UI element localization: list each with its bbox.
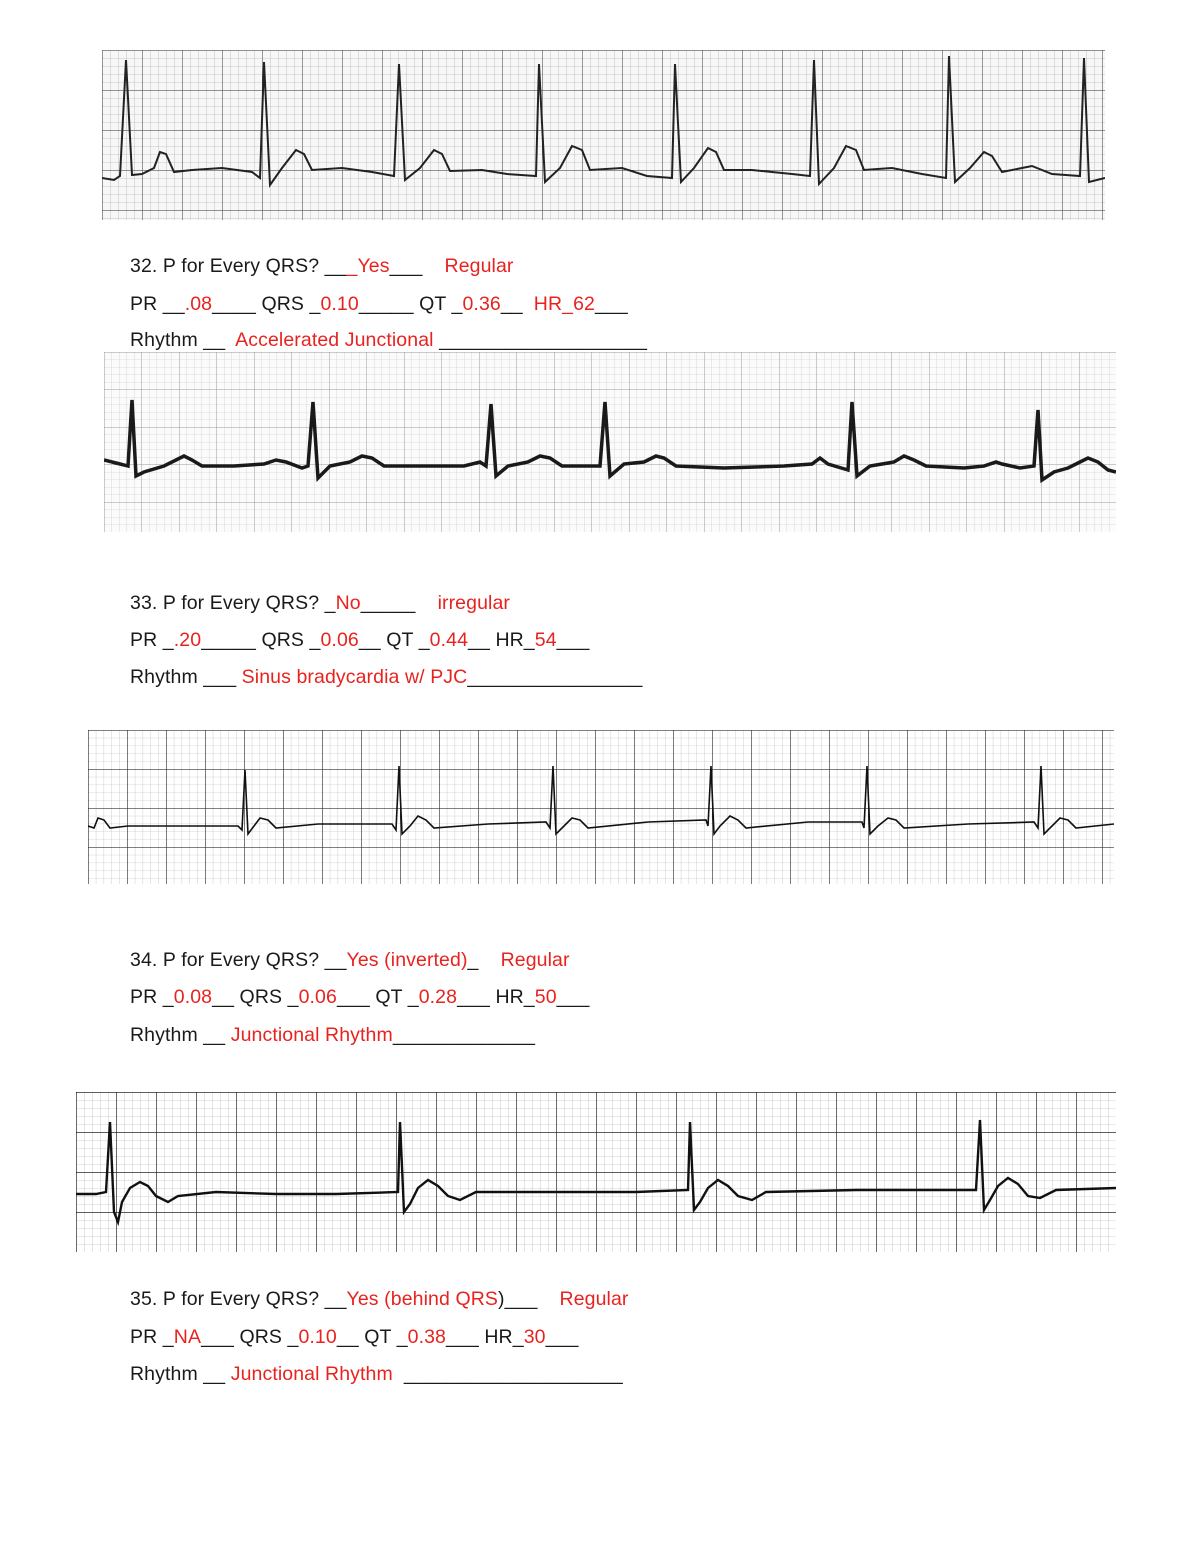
q35-qt-after: ___: [446, 1326, 479, 1348]
q34-hr-after: ___: [556, 986, 590, 1008]
q35-label: 35. P for Every QRS? __: [130, 1288, 347, 1310]
q32-pr-after: ____: [212, 293, 256, 315]
q35-pr-label: PR _: [130, 1326, 174, 1348]
q34-qrs-label: QRS _: [239, 986, 299, 1008]
q35-line-2: [130, 1325, 578, 1349]
q33-regularity: irregular: [437, 592, 510, 614]
q33-hr-label: HR_: [495, 629, 535, 651]
q32-pr-label: PR __: [130, 293, 185, 315]
q32-qrs-label: QRS _: [261, 293, 321, 315]
q33-p-answer: No: [335, 592, 361, 614]
q32-rhythm-value: Accelerated Junctional: [235, 329, 434, 351]
q34-qrs-after: ___: [336, 986, 370, 1008]
q33-hr-value: 54: [534, 629, 557, 651]
q33-qt-value: 0.44: [429, 629, 469, 651]
q34-p-after: _: [467, 949, 479, 971]
q33-qrs-after: __: [358, 629, 381, 651]
ecg-strip-32: [102, 50, 1105, 220]
q32-qrs-value: 0.10: [320, 293, 359, 315]
q35-qrs-after: __: [336, 1326, 359, 1348]
q32-hr-after: ___: [594, 293, 628, 315]
q35-rhythm-label: Rhythm __: [130, 1363, 226, 1385]
ecg-strip-34: [88, 730, 1114, 884]
q34-qt-label: QT _: [375, 986, 419, 1008]
q35-qt-value: 0.38: [407, 1326, 446, 1348]
q34-rhythm-value: Junctional Rhythm: [230, 1024, 393, 1046]
q35-qrs-value: 0.10: [298, 1326, 337, 1348]
q33-p-after: _____: [360, 592, 416, 614]
q33-qt-label: QT _: [386, 629, 430, 651]
q35-p-answer: Yes (behind QRS: [346, 1288, 499, 1310]
q34-regularity: Regular: [500, 949, 570, 971]
q33-line-3: [130, 665, 642, 689]
q32-regularity: Regular: [444, 255, 514, 277]
q34-qt-value: 0.28: [418, 986, 458, 1008]
q35-hr-value: 30: [523, 1326, 546, 1348]
q32-line-3: [130, 328, 647, 352]
ecg-strip-33-svg: [104, 352, 1116, 532]
q34-qrs-value: 0.06: [298, 986, 337, 1008]
q35-regularity: Regular: [559, 1288, 629, 1310]
q35-rhythm-value: Junctional Rhythm: [230, 1363, 393, 1385]
q32-p-after: ___: [389, 255, 423, 277]
q32-line-1: [130, 254, 514, 278]
q35-hr-label: HR_: [484, 1326, 524, 1348]
q34-p-answer: Yes (inverted): [346, 949, 468, 971]
q32-pr-value: .08: [184, 293, 213, 315]
q35-qrs-label: QRS _: [239, 1326, 299, 1348]
q34-rhythm-after: _____________: [392, 1024, 536, 1046]
ecg-strip-35: [76, 1092, 1116, 1252]
ecg-grid: [104, 352, 1116, 532]
q34-pr-after: __: [212, 986, 235, 1008]
q33-rhythm-label: Rhythm ___: [130, 666, 237, 688]
q32-qrs-after: _____: [358, 293, 414, 315]
ecg-grid: [88, 730, 1114, 884]
q35-pr-value: NA: [173, 1326, 202, 1348]
q33-qrs-label: QRS _: [261, 629, 321, 651]
q34-line-2: [130, 985, 589, 1009]
ecg-grid: [102, 50, 1105, 220]
q33-line-2: [130, 628, 589, 652]
q35-line-3: [130, 1362, 623, 1386]
q34-hr-value: 50: [534, 986, 557, 1008]
ecg-strip-35-svg: [76, 1092, 1116, 1252]
q32-qt-value: 0.36: [462, 293, 501, 315]
ecg-strip-34-svg: [88, 730, 1114, 884]
q33-pr-after: _____: [201, 629, 256, 651]
ecg-grid: [76, 1092, 1116, 1252]
q32-qt-label: QT _: [419, 293, 463, 315]
q32-line-2: [130, 292, 628, 316]
q32-p-answer: _Yes: [346, 255, 390, 277]
q34-line-1: [130, 948, 570, 972]
q33-pr-value: .20: [173, 629, 202, 651]
q33-pr-label: PR _: [130, 629, 174, 651]
q35-pr-after: ___: [201, 1326, 234, 1348]
q35-hr-after: ___: [545, 1326, 579, 1348]
q32-rhythm-after: ___________________: [439, 329, 648, 351]
q35-rhythm-after: ____________________: [403, 1363, 623, 1385]
q32-qt-after: __: [500, 293, 523, 315]
q34-rhythm-label: Rhythm __: [130, 1024, 226, 1046]
q34-label: 34. P for Every QRS? __: [130, 949, 347, 971]
q33-rhythm-after: ________________: [467, 666, 643, 688]
q34-pr-label: PR _: [130, 986, 174, 1008]
q35-p-after: )___: [498, 1288, 538, 1310]
q34-pr-value: 0.08: [173, 986, 213, 1008]
q33-label: 33. P for Every QRS? _: [130, 592, 336, 614]
q33-rhythm-value: Sinus bradycardia w/ PJC: [241, 666, 468, 688]
q33-qrs-value: 0.06: [320, 629, 359, 651]
ecg-strip-33: [104, 352, 1116, 532]
q32-rhythm-label: Rhythm __: [130, 329, 226, 351]
q35-line-1: [130, 1287, 629, 1311]
ecg-strip-32-svg: [102, 50, 1105, 220]
q34-qt-after: ___: [457, 986, 490, 1008]
q33-hr-after: ___: [556, 629, 590, 651]
q33-qt-after: __: [468, 629, 490, 651]
q35-qt-label: QT _: [364, 1326, 408, 1348]
q34-hr-label: HR_: [495, 986, 535, 1008]
q32-label: 32. P for Every QRS? __: [130, 255, 347, 277]
q34-line-3: [130, 1023, 535, 1047]
q33-line-1: [130, 591, 510, 615]
q32-hr-value: HR_62: [533, 293, 595, 315]
